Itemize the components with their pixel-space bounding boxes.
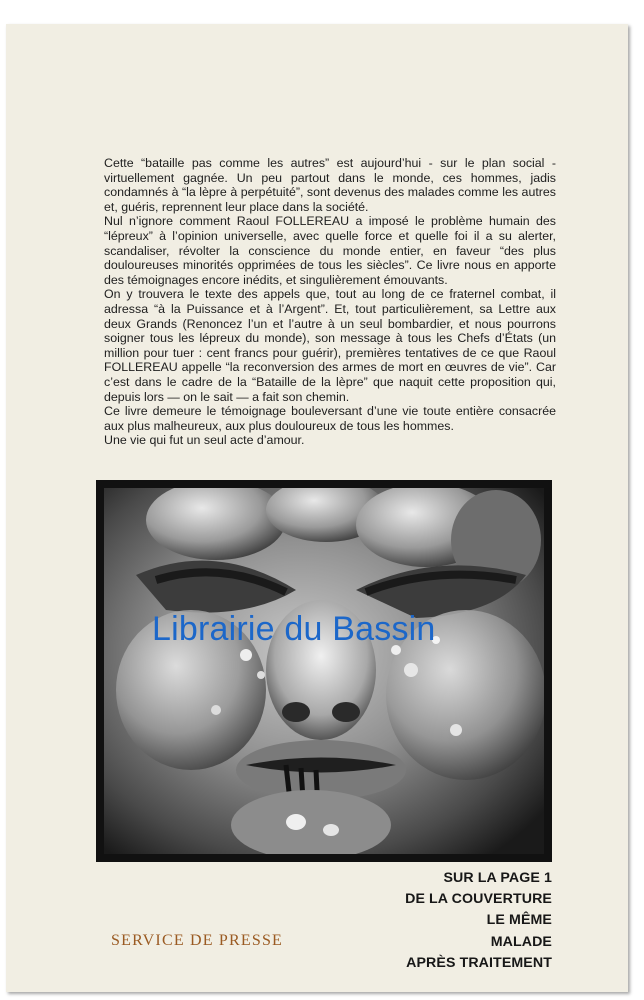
photo-caption [405,868,552,974]
blurb-paragraph: Ce livre demeure le témoignage bouleversant d’une vie toute entière consacrée aux plus malheureux, aux plus douloureux de tous les hommes. [104,404,556,433]
watermark: Librairie du Bassin [152,610,436,648]
caption-line: LE MÊME [486,912,552,929]
caption-line: SUR LA PAGE 1 [443,870,552,886]
blurb-paragraph: Nul n’ignore comment Raoul FOLLEREAU a imposé le problème humain des “lépreux” à l’opinion universelle, avec quelle force et quelle foi il a su alerter, scandaliser, révolter la conscience du monde entier, en faveur “des plus douloureuses minorités opprimées de tous les siècles”. Ce livre nous en apporte des témoignages encore inédits, et singulièrement émouvants. [104,214,556,287]
caption-line: MALADE [490,933,552,950]
blurb-paragraph: Une vie qui fut un seul acte d’amour. [104,433,305,448]
face-photo-image [96,480,552,862]
patient-photo [96,480,552,862]
press-stamp: SERVICE DE PRESSE [111,932,284,949]
blurb-paragraph: On y trouvera le texte des appels que, tout au long de ce fraternel combat, il adressa “à la Puissance et à l’Argent”. Et, tout particulièrement, sa Lettre aux deux Grands (Renoncez l’un et l’autre à un seul bombardier, et nous pourrons soigner tous les lépreux du monde), son message à tous les Chefs d’États (un million pour tuer : cent francs pour guérir), premières tentatives de ce que Raoul FOLLEREAU appelle “la reconversion des armes de mort en œuvres de vie”. Car c’est dans le cadre de la “Bataille de la lèpre” que naquit cette proposition qui, depuis lors — on le sait — a fait son chemin. [104,287,556,404]
caption-line: APRÈS TRAITEMENT [406,954,552,971]
blurb-paragraph: Cette “bataille pas comme les autres” est aujourd’hui - sur le plan social - virtuellement gagnée. Un peu partout dans le monde, ces hommes, jadis condamnés à “la lèpre à perpétuité”, sont devenus des malades comme les autres et, guéris, reprennent leur place dans la société. [104,156,556,214]
caption-line: DE LA COUVERTURE [405,891,552,908]
blurb-text [104,156,556,448]
